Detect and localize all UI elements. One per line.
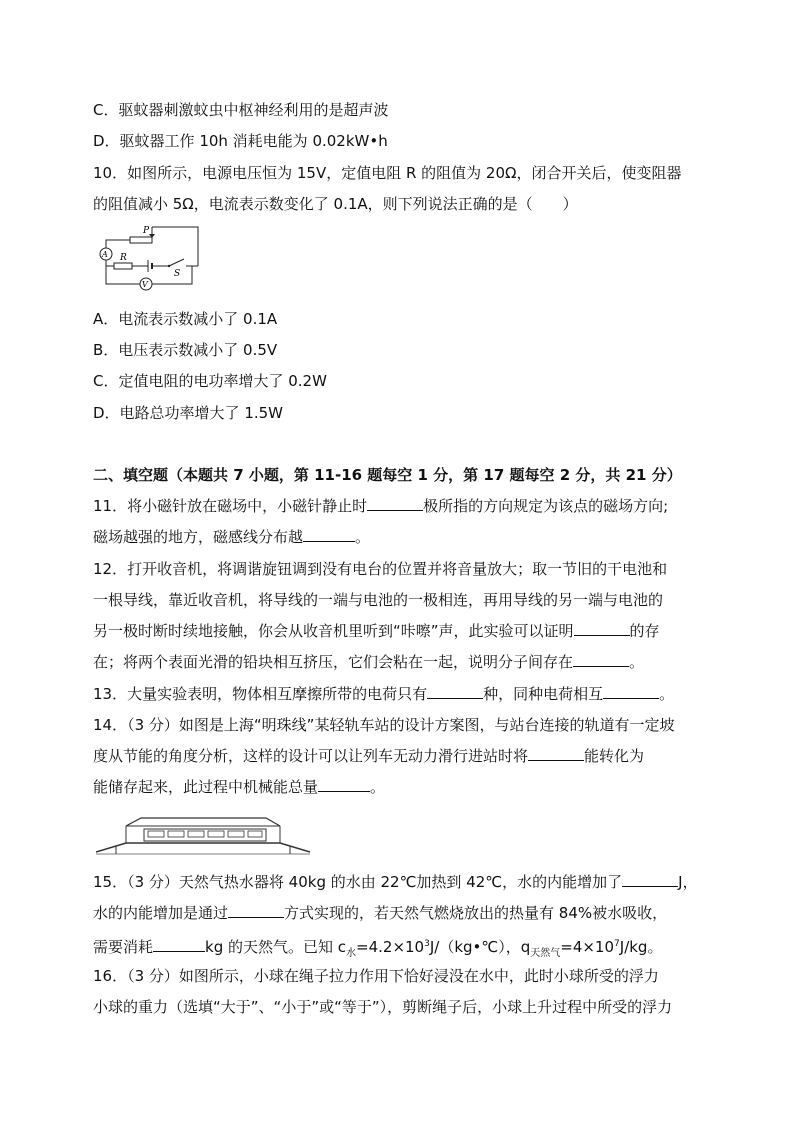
q11-line2 — [93, 527, 370, 547]
q12-line3 — [93, 621, 660, 641]
q15-text-j: J/kg。 — [619, 938, 663, 956]
q14-text-d: 。 — [370, 778, 386, 796]
q11-text-a: 11．将小磁针放在磁场中，小磁针静止时 — [93, 497, 368, 515]
label-p: P — [143, 226, 150, 236]
q15-text-e: 需要消耗 — [93, 938, 154, 956]
q9-option-d: D．驱蚊器工作 10h 消耗电能为 0.02kW•h — [93, 132, 388, 150]
q12-line1: 12．打开收音机，将调谐旋钮调到没有电台的位置并将音量放大；取一节旧的干电池和 — [93, 560, 668, 578]
q15-text-h: J/（kg•℃），q — [429, 938, 531, 956]
q14-line2 — [93, 746, 644, 766]
q16-line1: 16．（3 分）如图所示，小球在绳子拉力作用下恰好浸没在水中，此时小球所受的浮力 — [93, 967, 659, 985]
q15-blank-2 — [228, 903, 284, 918]
q14-text-c: 能储存起来，此过程中机械能总量 — [93, 778, 319, 796]
q14-line1: 14．（3 分）如图是上海“明珠线”某轻轨车站的设计方案图，与站台连接的轨道有一定坡 — [93, 716, 675, 734]
q14-text-a: 度从节能的角度分析，这样的设计可以让列车无动力滑行进站时将 — [93, 747, 529, 765]
q12-text-b: 的存 — [629, 622, 660, 640]
rheostat-resistor — [130, 237, 152, 243]
q15-text-g: =4.2×10 — [356, 938, 425, 956]
q11-blank-1 — [367, 496, 423, 511]
q12-line2: 一根导线，靠近收音机，将导线的一端与电池的一极相连，再用导线的另一端与电池的 — [93, 591, 664, 609]
label-a: A — [102, 250, 108, 259]
q15-sub-water: 水 — [346, 948, 357, 959]
q13-blank-2 — [603, 684, 659, 699]
q14-text-b: 能转化为 — [584, 747, 645, 765]
q15-text-a: 15．（3 分）天然气热水器将 40kg 的水由 22℃加热到 42℃，水的内能增加了 — [93, 873, 623, 891]
q13-text-c: 。 — [659, 685, 675, 703]
q13-text-a: 13．大量实验表明，物体相互摩擦所带的电荷只有 — [93, 685, 428, 703]
q15-text-f: kg 的天然气。已知 c — [205, 938, 347, 956]
q15-text-c: 水的内能增加是通过 — [93, 904, 229, 922]
q9-option-c: C．驱蚊器刺激蚊虫中枢神经利用的是超声波 — [93, 101, 389, 119]
q10-option-c: C．定值电阻的电功率增大了 0.2W — [93, 372, 327, 390]
section-heading: 二、填空题（本题共 7 小题，第 11-16 题每空 1 分，第 17 题每空 2 分，共 21 分） — [93, 466, 682, 484]
q15-text-d: 方式实现的，若天然气燃烧放出的热量有 84%被水吸收， — [284, 904, 668, 922]
q10-option-b: B．电压表示数减小了 0.5V — [93, 341, 278, 359]
q15-sup-3: 3 — [424, 939, 430, 949]
q10-stem-line1: 10．如图所示，电源电压恒为 15V，定值电阻 R 的阻值为 20Ω，闭合开关后，使变阻器 — [93, 164, 682, 182]
label-s: S — [174, 269, 181, 279]
q12-text-d: 。 — [629, 653, 645, 671]
q16-line2: 小球的重力（选填“大于”、“小于”或“等于”），剪断绳子后，小球上升过程中所受的浮力 — [93, 998, 673, 1016]
q11-text-b: 极所指的方向规定为该点的磁场方向; — [423, 497, 669, 515]
q13-line1 — [93, 684, 674, 704]
q11-text-c: 磁场越强的地方，磁感线分布越 — [93, 528, 304, 546]
q15-line2 — [93, 903, 667, 923]
train — [144, 829, 266, 841]
q13-text-b: 种，同种电荷相互 — [483, 685, 604, 703]
q15-line1 — [93, 872, 698, 892]
label-v: V — [142, 280, 148, 289]
q14-blank-1 — [528, 746, 584, 761]
q15-sub-gas: 天然气 — [530, 948, 561, 959]
q13-blank-1 — [427, 684, 483, 699]
q11-line1 — [93, 496, 668, 516]
q15-text-i: =4×10 — [560, 938, 615, 956]
q12-blank-2 — [573, 652, 629, 667]
q15-text-b: J， — [678, 873, 698, 891]
q12-blank-1 — [574, 621, 630, 636]
q10-option-a: A．电流表示数减小了 0.1A — [93, 310, 278, 328]
q12-text-a: 另一极时断时续地接触，你会从收音机里听到“咔嚓”声，此实验可以证明 — [93, 622, 574, 640]
q10-stem-line2: 的阻值减小 5Ω，电流表示数变化了 0.1A，则下列说法正确的是（ ） — [93, 195, 578, 213]
q14-line3 — [93, 777, 385, 797]
q11-blank-2 — [303, 527, 355, 542]
q15-blank-1 — [622, 872, 678, 887]
q15-blank-3 — [153, 937, 205, 952]
q12-line4 — [93, 652, 644, 672]
track — [96, 843, 310, 852]
fixed-resistor — [114, 263, 132, 269]
q15-sup-7: 7 — [614, 939, 620, 949]
switch — [169, 259, 184, 266]
station-roof — [126, 818, 280, 826]
label-r: R — [120, 253, 127, 263]
q10-option-d: D．电路总功率增大了 1.5W — [93, 404, 284, 422]
q11-text-d: 。 — [355, 528, 371, 546]
q15-line3 — [93, 934, 662, 964]
q14-blank-2 — [318, 777, 370, 792]
q12-text-c: 在；将两个表面光滑的铅块相互挤压，它们会粘在一起，说明分子间存在 — [93, 653, 574, 671]
q10-circuit-diagram — [92, 222, 222, 294]
q14-station-diagram — [96, 812, 310, 856]
